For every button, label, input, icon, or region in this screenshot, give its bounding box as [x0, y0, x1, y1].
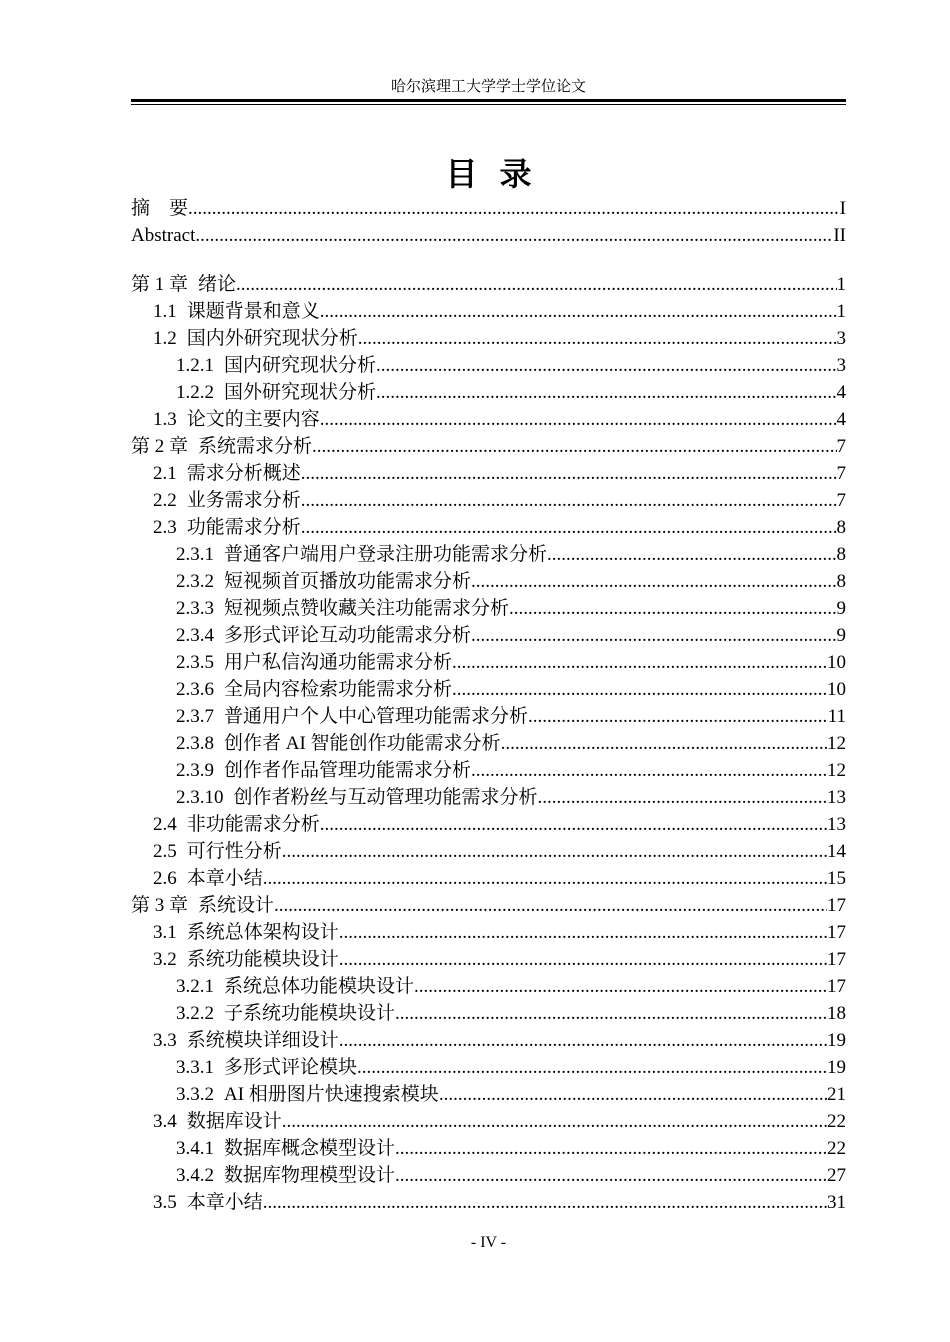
toc-entry-text: Abstract	[131, 225, 196, 246]
toc-entry-text: 系统总体架构设计	[186, 922, 339, 943]
toc-leader-dots	[188, 195, 840, 222]
toc-entry-page: 9	[836, 598, 846, 619]
toc-entry-label	[153, 514, 301, 541]
toc-entry[interactable]	[131, 1027, 846, 1054]
toc-entry-label	[176, 784, 538, 811]
toc-leader-dots	[471, 757, 827, 784]
toc-entry-number: 2.3.9	[176, 760, 214, 781]
toc-entry-label	[153, 406, 320, 433]
toc-entry-label	[176, 541, 547, 568]
toc-entry-number: 3.5	[153, 1192, 177, 1213]
toc-entry-label	[131, 433, 312, 460]
toc-entry-page: 1	[836, 274, 846, 295]
toc-entry-label	[131, 195, 188, 222]
toc-entry[interactable]	[131, 298, 846, 325]
toc-entry-label	[131, 222, 195, 249]
toc-entry-page: 22	[827, 1111, 846, 1132]
toc-entry[interactable]	[131, 379, 846, 406]
toc-entry-label	[153, 946, 339, 973]
toc-entry-label	[153, 838, 282, 865]
toc-entry-text: 多形式评论模块	[224, 1057, 358, 1078]
toc-entry-page: 10	[827, 652, 846, 673]
toc-leader-dots	[282, 1108, 827, 1135]
toc-entry-text: 论文的主要内容	[186, 409, 320, 430]
header-rule-thick	[131, 99, 846, 102]
toc-leader-dots	[547, 541, 836, 568]
toc-entry-text: 摘 要	[131, 198, 189, 219]
toc-entry-label	[176, 676, 452, 703]
toc-entry[interactable]	[131, 541, 846, 568]
toc-entry[interactable]	[131, 730, 846, 757]
toc-entry-page: I	[839, 198, 846, 219]
toc-leader-dots	[339, 1027, 827, 1054]
toc-leader-dots	[263, 865, 827, 892]
toc-leader-dots	[301, 460, 837, 487]
toc-entry-number: 2.5	[153, 841, 177, 862]
toc-entry-text: 短视频点赞收藏关注功能需求分析	[224, 598, 510, 619]
toc-entry-text: 普通用户个人中心管理功能需求分析	[224, 706, 529, 727]
toc-entry-page: 13	[827, 787, 846, 808]
toc-entry-number: 3.2	[153, 949, 177, 970]
toc-entry-page: 15	[827, 868, 846, 889]
toc-entry-text: 用户私信沟通功能需求分析	[224, 652, 453, 673]
toc-entry-page: 18	[827, 1003, 846, 1024]
toc-entry-text: 系统设计	[198, 895, 275, 916]
toc-entry-page: 11	[827, 706, 846, 727]
toc-leader-dots	[263, 1189, 827, 1216]
toc-entry-number: 3.4.1	[176, 1138, 214, 1159]
toc-entry-label	[153, 1108, 282, 1135]
toc-leader-dots	[274, 892, 827, 919]
toc-entry[interactable]	[131, 1189, 846, 1216]
toc-entry-text: 创作者 AI 智能创作功能需求分析	[224, 733, 501, 754]
toc-entry-number: 2.2	[153, 490, 177, 511]
toc-leader-dots	[439, 1081, 827, 1108]
toc-entry-number: 3.1	[153, 922, 177, 943]
toc-entry-label	[153, 919, 339, 946]
toc-entry-number: 2.3.10	[176, 787, 224, 808]
toc-entry-page: 19	[827, 1030, 846, 1051]
toc-leader-dots	[376, 379, 836, 406]
toc-entry-text: 系统模块详细设计	[186, 1030, 339, 1051]
toc-entry[interactable]	[131, 865, 846, 892]
toc-entry-label	[153, 460, 301, 487]
toc-entry-label	[176, 1135, 395, 1162]
toc-entry-number: 1.3	[153, 409, 177, 430]
toc-leader-dots	[538, 784, 827, 811]
toc-leader-dots	[358, 325, 837, 352]
toc-entry-label	[176, 757, 471, 784]
toc-entry[interactable]	[131, 622, 846, 649]
toc-entry-number: 2.3.1	[176, 544, 214, 565]
toc-entry[interactable]	[131, 433, 846, 460]
toc-entry-number: 1.2.1	[176, 355, 214, 376]
toc-leader-dots	[195, 222, 833, 249]
toc-entry-page: 31	[827, 1192, 846, 1213]
toc-entry-text: 子系统功能模块设计	[224, 1003, 396, 1024]
toc-entry-page: 9	[836, 625, 846, 646]
toc-entry-page: 7	[836, 463, 846, 484]
toc-entry-page: 12	[827, 733, 846, 754]
toc-entry-page: 4	[836, 382, 846, 403]
toc-entry-text: 需求分析概述	[186, 463, 301, 484]
toc-entry-text: 系统功能模块设计	[186, 949, 339, 970]
toc-entry[interactable]	[131, 487, 846, 514]
toc-entry-number: 3.3.2	[176, 1084, 214, 1105]
toc-leader-dots	[282, 838, 827, 865]
toc-entry[interactable]	[131, 1108, 846, 1135]
toc-entry-page: 3	[836, 328, 846, 349]
toc-entry-text: 业务需求分析	[186, 490, 301, 511]
toc-entry[interactable]	[131, 1081, 846, 1108]
toc-entry[interactable]	[131, 568, 846, 595]
toc-entry-page: 13	[827, 814, 846, 835]
toc-leader-dots	[339, 919, 827, 946]
toc-entry[interactable]	[131, 352, 846, 379]
toc-entry[interactable]	[131, 676, 846, 703]
toc-entry-page: 12	[827, 760, 846, 781]
toc-entry-page: 10	[827, 679, 846, 700]
toc-entry-label	[153, 487, 301, 514]
toc-entry[interactable]	[131, 1054, 846, 1081]
toc-entry[interactable]	[131, 271, 846, 298]
toc-entry[interactable]	[131, 649, 846, 676]
toc-leader-dots	[452, 676, 827, 703]
toc-entry[interactable]	[131, 514, 846, 541]
toc-entry[interactable]	[131, 892, 846, 919]
toc-entry-label	[153, 1189, 263, 1216]
toc-entry-label	[131, 271, 236, 298]
toc-entry-label	[176, 595, 509, 622]
toc-leader-dots	[395, 1135, 827, 1162]
toc-entry[interactable]	[131, 406, 846, 433]
toc-entry-text: 绪论	[198, 274, 237, 295]
toc-entry-text: 数据库设计	[186, 1111, 282, 1132]
toc-entry-label	[176, 379, 376, 406]
toc-entry-label	[176, 730, 501, 757]
toc-entry[interactable]	[131, 195, 846, 222]
toc-entry-number: 2.3	[153, 517, 177, 538]
toc-leader-dots	[471, 568, 836, 595]
toc-entry-label	[153, 298, 320, 325]
toc-entry-number: 2.4	[153, 814, 177, 835]
toc-entry-text: 系统需求分析	[198, 436, 313, 457]
toc-entry-text: 创作者粉丝与互动管理功能需求分析	[233, 787, 538, 808]
toc-entry-text: 数据库概念模型设计	[224, 1138, 396, 1159]
toc-entry-number: 2.3.7	[176, 706, 214, 727]
running-header: 哈尔滨理工大学学士学位论文	[390, 79, 586, 95]
toc-entry[interactable]	[131, 757, 846, 784]
toc-entry-number: 1.2.2	[176, 382, 214, 403]
toc-entry[interactable]	[131, 784, 846, 811]
toc-entry-label	[176, 352, 376, 379]
toc-leader-dots	[471, 622, 836, 649]
toc-entry-page: 7	[836, 490, 846, 511]
toc-entry-label	[176, 568, 471, 595]
toc-entry-number: 1.1	[153, 301, 177, 322]
toc-entry-number: 2.3.8	[176, 733, 214, 754]
toc-entry-number: 3.2.2	[176, 1003, 214, 1024]
toc-entry[interactable]	[131, 1162, 846, 1189]
toc-entry-page: 27	[827, 1165, 846, 1186]
toc-entry-label	[176, 1081, 439, 1108]
toc-entry-page: 19	[827, 1057, 846, 1078]
toc-entry-number: 3.4	[153, 1111, 177, 1132]
toc-entry[interactable]	[131, 460, 846, 487]
toc-entry-page: 17	[827, 949, 846, 970]
toc-leader-dots	[339, 946, 827, 973]
toc-entry-number: 2.3.5	[176, 652, 214, 673]
toc-entry-page: 7	[836, 436, 846, 457]
toc-entry-text: 国内外研究现状分析	[186, 328, 358, 349]
toc-entry[interactable]	[131, 1135, 846, 1162]
toc-leader-dots	[376, 352, 836, 379]
toc-entry-number: 2.3.3	[176, 598, 214, 619]
toc-entry-number: 3.3	[153, 1030, 177, 1051]
toc-entry[interactable]	[131, 838, 846, 865]
toc-leader-dots	[301, 487, 837, 514]
page-number: - IV -	[470, 1234, 507, 1251]
toc-entry-text: 全局内容检索功能需求分析	[224, 679, 453, 700]
toc-leader-dots	[320, 406, 837, 433]
toc-entry-page: 3	[836, 355, 846, 376]
toc-entry-number: 2.1	[153, 463, 177, 484]
toc-entry-page: 8	[836, 544, 846, 565]
toc-leader-dots	[528, 703, 828, 730]
toc-entry-label	[176, 1000, 395, 1027]
toc-entry-page: 21	[827, 1084, 846, 1105]
toc-entry-number: 3.4.2	[176, 1165, 214, 1186]
toc-entry-text: 课题背景和意义	[186, 301, 320, 322]
toc-leader-dots	[501, 730, 827, 757]
toc-entry-text: 国外研究现状分析	[224, 382, 377, 403]
toc-entry-label	[153, 865, 263, 892]
toc-entry-number: 3.2.1	[176, 976, 214, 997]
toc-entry-text: 本章小结	[186, 1192, 263, 1213]
toc-entry-text: 短视频首页播放功能需求分析	[224, 571, 472, 592]
toc-leader-dots	[357, 1054, 827, 1081]
toc-entry-label	[153, 811, 320, 838]
toc-entry-text: 系统总体功能模块设计	[224, 976, 415, 997]
toc-entry-page: 8	[836, 571, 846, 592]
toc-entry[interactable]	[131, 946, 846, 973]
toc-entry-label	[176, 622, 471, 649]
toc-leader-dots	[395, 1162, 827, 1189]
toc-entry-text: 普通客户端用户登录注册功能需求分析	[224, 544, 548, 565]
toc-leader-dots	[395, 1000, 827, 1027]
toc-entry-label	[176, 649, 452, 676]
toc-entry-page: 22	[827, 1138, 846, 1159]
toc-entry-label	[176, 1054, 357, 1081]
toc-entry[interactable]	[131, 325, 846, 352]
toc-leader-dots	[414, 973, 827, 1000]
toc-entry-text: 功能需求分析	[186, 517, 301, 538]
toc-entry-number: 2.6	[153, 868, 177, 889]
toc-entry-text: 可行性分析	[186, 841, 282, 862]
toc-entry-label	[131, 892, 274, 919]
toc-entry-label	[176, 703, 528, 730]
toc-entry-label	[176, 973, 414, 1000]
toc-entry-page: 14	[827, 841, 846, 862]
toc-entry-label	[153, 1027, 339, 1054]
toc-entry[interactable]	[131, 973, 846, 1000]
toc-entry-number: 第 3 章	[131, 895, 189, 916]
toc-entry-page: II	[833, 225, 846, 246]
toc-entry-label	[176, 1162, 395, 1189]
header-rule-thin	[131, 104, 846, 105]
toc-entry-number: 1.2	[153, 328, 177, 349]
toc-entry-text: 数据库物理模型设计	[224, 1165, 396, 1186]
toc-entry-number: 2.3.2	[176, 571, 214, 592]
toc-leader-dots	[509, 595, 836, 622]
toc-entry[interactable]	[131, 222, 846, 249]
toc-entry-text: 创作者作品管理功能需求分析	[224, 760, 472, 781]
toc-entry-page: 8	[836, 517, 846, 538]
toc-entry[interactable]	[131, 811, 846, 838]
toc-leader-dots	[320, 298, 837, 325]
toc-leader-dots	[452, 649, 827, 676]
toc-entry[interactable]	[131, 595, 846, 622]
toc-entry-page: 17	[827, 895, 846, 916]
toc-entry-text: 多形式评论互动功能需求分析	[224, 625, 472, 646]
toc-entry-number: 2.3.6	[176, 679, 214, 700]
toc-entry-text: 国内研究现状分析	[224, 355, 377, 376]
toc-entry-text: 非功能需求分析	[186, 814, 320, 835]
toc-leader-dots	[312, 433, 836, 460]
toc-entry-text: 本章小结	[186, 868, 263, 889]
toc-list	[131, 195, 846, 1216]
toc-entry-label	[153, 325, 358, 352]
toc-leader-dots	[301, 514, 837, 541]
toc-entry-text: AI 相册图片快速搜索模块	[224, 1084, 439, 1105]
toc-entry-number: 第 2 章	[131, 436, 189, 457]
toc-entry-number: 2.3.4	[176, 625, 214, 646]
toc-entry-page: 4	[836, 409, 846, 430]
toc-title: 目录	[445, 155, 554, 193]
toc-entry-page: 1	[836, 301, 846, 322]
toc-entry-number: 第 1 章	[131, 274, 189, 295]
toc-entry[interactable]	[131, 703, 846, 730]
toc-entry[interactable]	[131, 1000, 846, 1027]
toc-entry-page: 17	[827, 976, 846, 997]
toc-entry-number: 3.3.1	[176, 1057, 214, 1078]
toc-entry-page: 17	[827, 922, 846, 943]
toc-entry[interactable]	[131, 919, 846, 946]
toc-leader-dots	[236, 271, 836, 298]
toc-leader-dots	[320, 811, 827, 838]
